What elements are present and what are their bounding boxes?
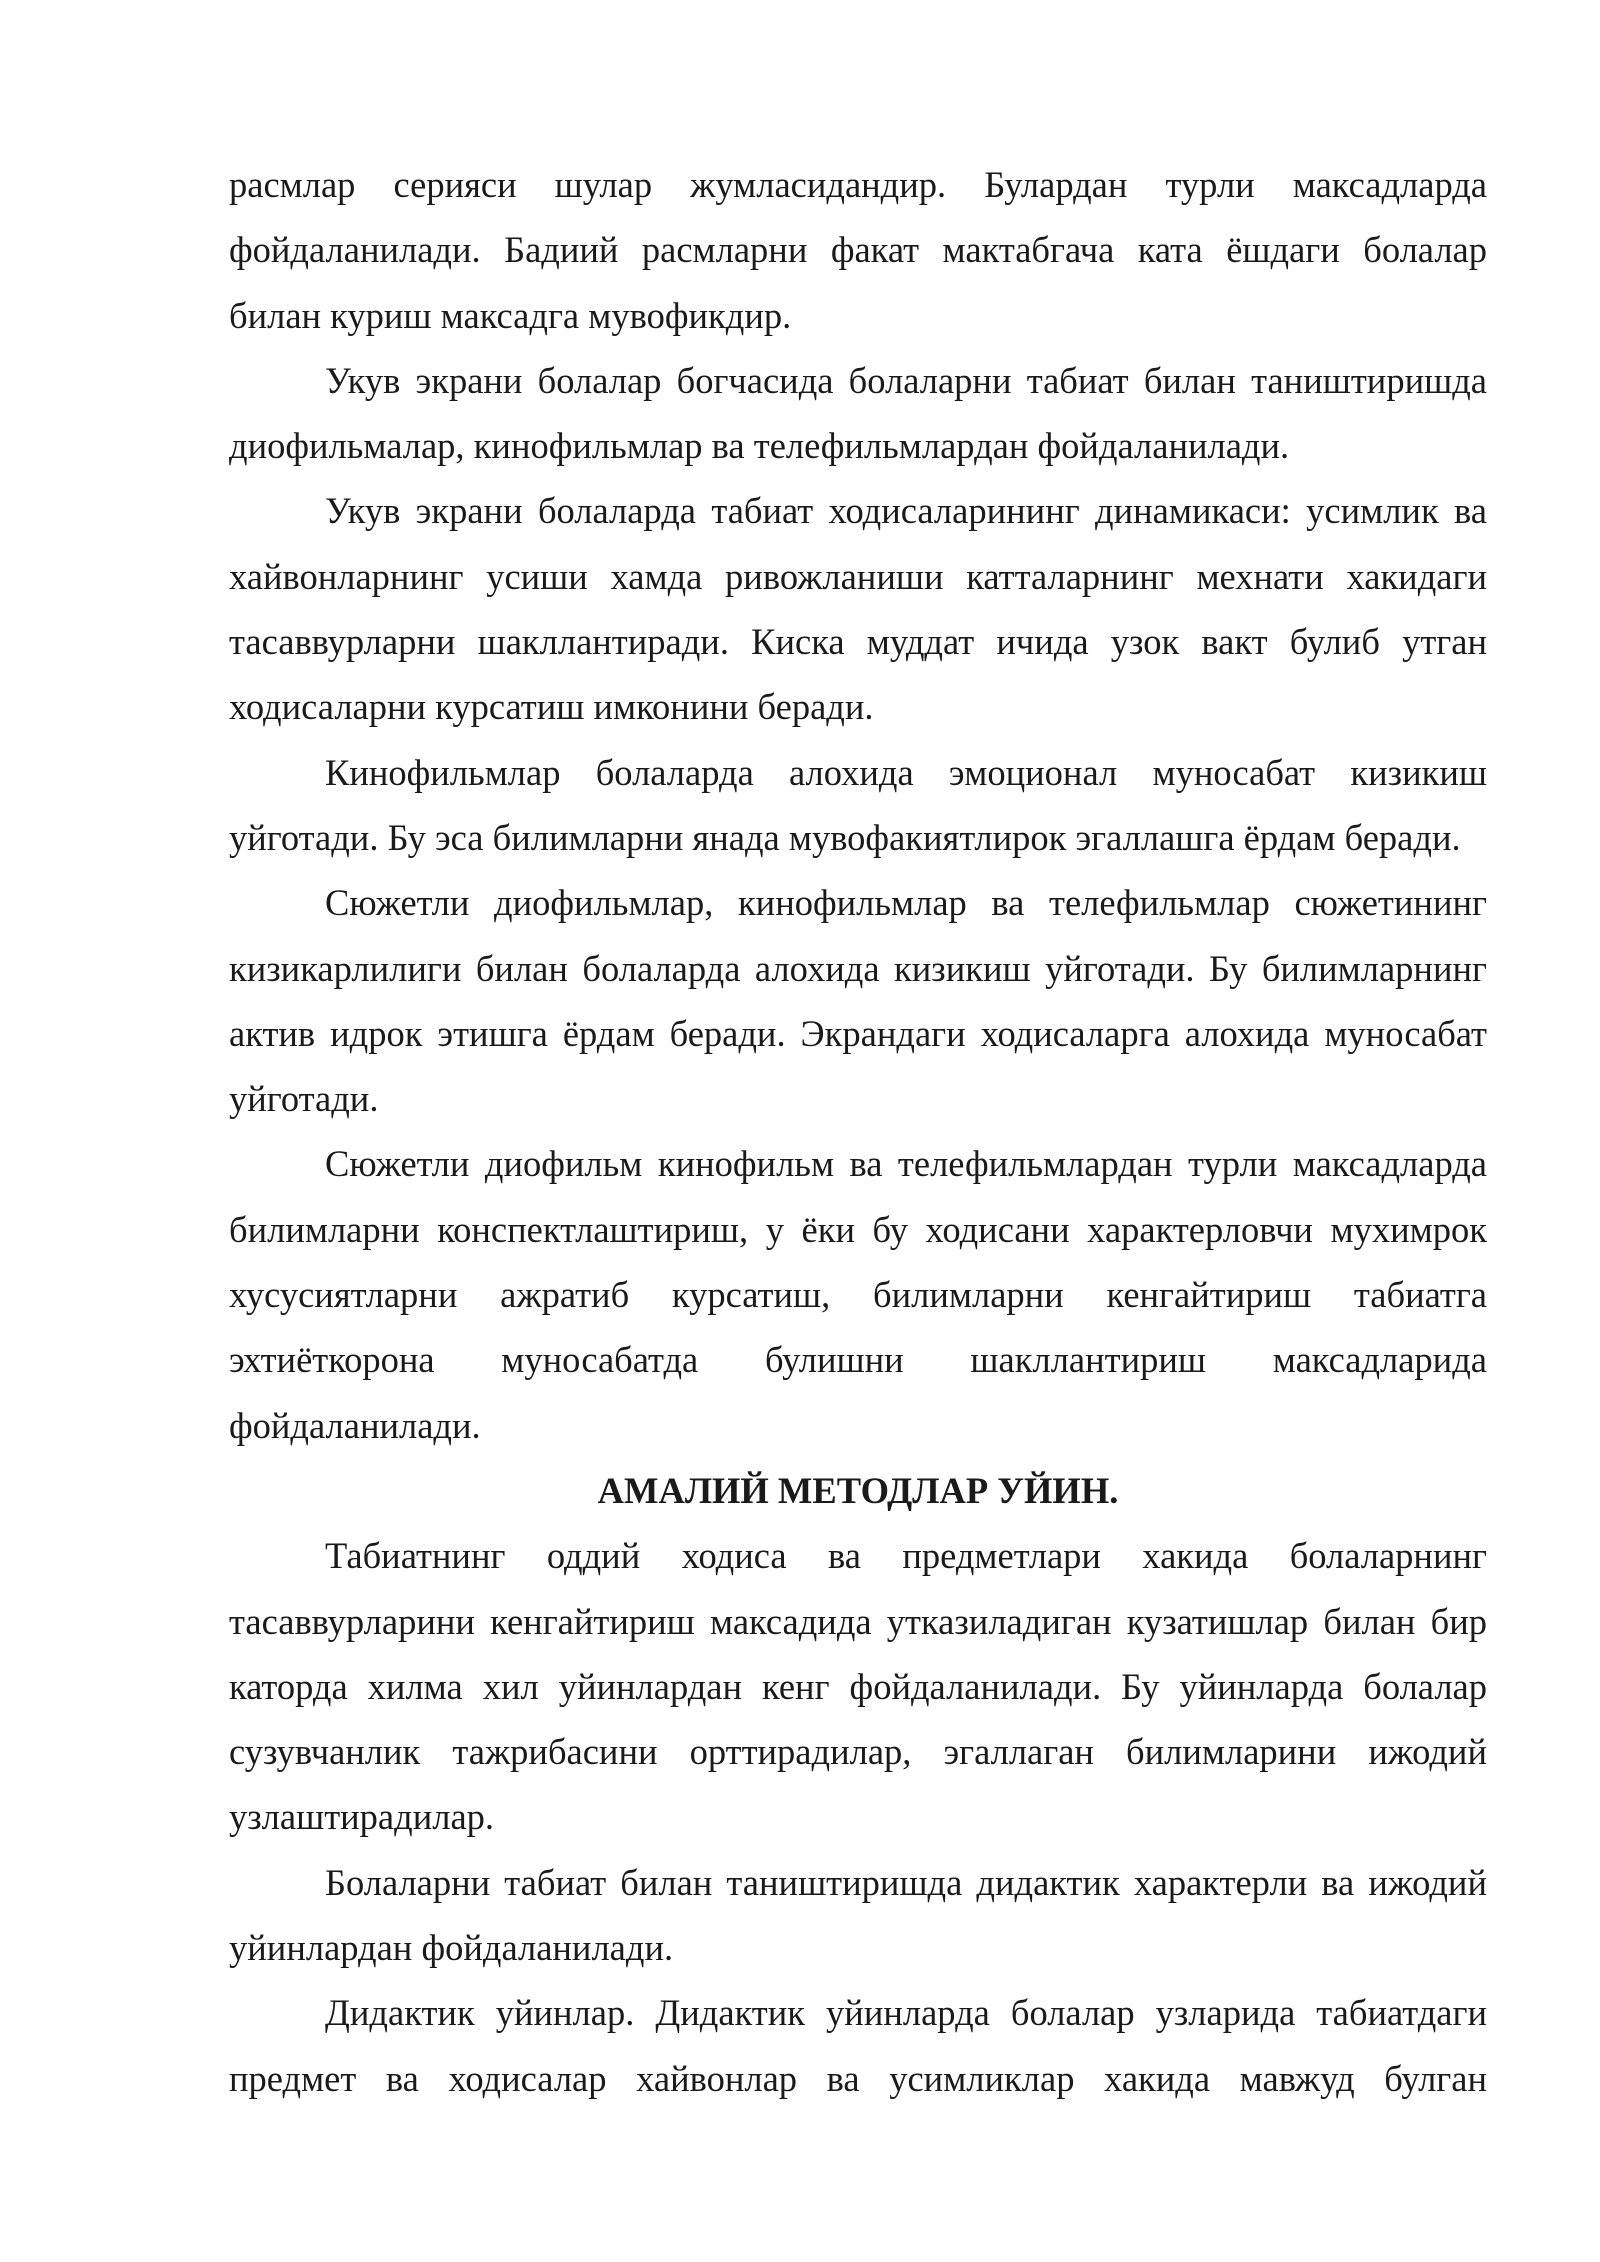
paragraph-truncated: Дидактик уйинлар. Дидактик уйинларда болалар узларида табиатдаги предмет ва ходисалар хайвонлар ва усимликлар хакида мавжуд булган (229, 1992, 1487, 2099)
paragraph: Сюжетли диофильмлар, кинофильмлар ва телефильмлар сюжетининг кизикарлилиги билан болаларда алохида кизикиш уйготади. Бу билимларнинг актив идрок этишга ёрдам беради. Экрандаги ходисаларга алохида муносабат уйготади. (229, 882, 1487, 1120)
paragraph: Укув экрани болаларда табиат ходисаларининг динамикаси: усимлик ва хайвонларнинг усиши хамда ривожланиши катталарнинг мехнати хакидаги тасаввурларни шакллантиради. Киска муддат ичида узок вакт булиб утган ходисаларни курсатиш имконини беради. (229, 490, 1487, 728)
paragraph: Укув экрани болалар богчасида болаларни табиат билан таништиришда диофильмалар, кинофильмлар ва телефильмлардан фойдаланилади. (229, 359, 1487, 467)
document-body (229, 152, 1487, 2111)
paragraph-continued: расмлар серияси шулар жумласидандир. Булардан турли максадларда фойдаланилади. Бадиий расмларни факат мактабгача ката ёшдаги болалар билан куриш максадга мувофикдир. (229, 164, 1487, 336)
section-heading: АМАЛИЙ МЕТОДЛАР УЙИН. (597, 1469, 1119, 1511)
paragraph: Кинофильмлар болаларда алохида эмоционал муносабат кизикиш уйготади. Бу эса билимларни янада мувофакиятлирок эгаллашга ёрдам беради. (229, 751, 1487, 858)
paragraph: Болаларни табиат билан таништиришда дидактик характерли ва ижодий уйинлардан фойдаланилади. (229, 1861, 1487, 1969)
paragraph: Табиатнинг оддий ходиса ва предметлари хакида болаларнинг тасаввурларини кенгайтириш максадида утказиладиган кузатишлар билан бир каторда хилма хил уйинлардан кенг фойдаланилади. Бу уйинларда болалар сузувчанлик тажрибасини орттирадилар, эгаллаган билимларини ижодий узлаштирадилар. (229, 1535, 1487, 1838)
paragraph: Сюжетли диофильм кинофильм ва телефильмлардан турли максадларда билимларни конспектлаштириш, у ёки бу ходисани характерловчи мухимрок хусусиятларни ажратиб курсатиш, билимларни кенгайтириш табиатга эхтиёткорона муносабатда булишни шакллантириш максадларида фойдаланилади. (229, 1143, 1487, 1446)
